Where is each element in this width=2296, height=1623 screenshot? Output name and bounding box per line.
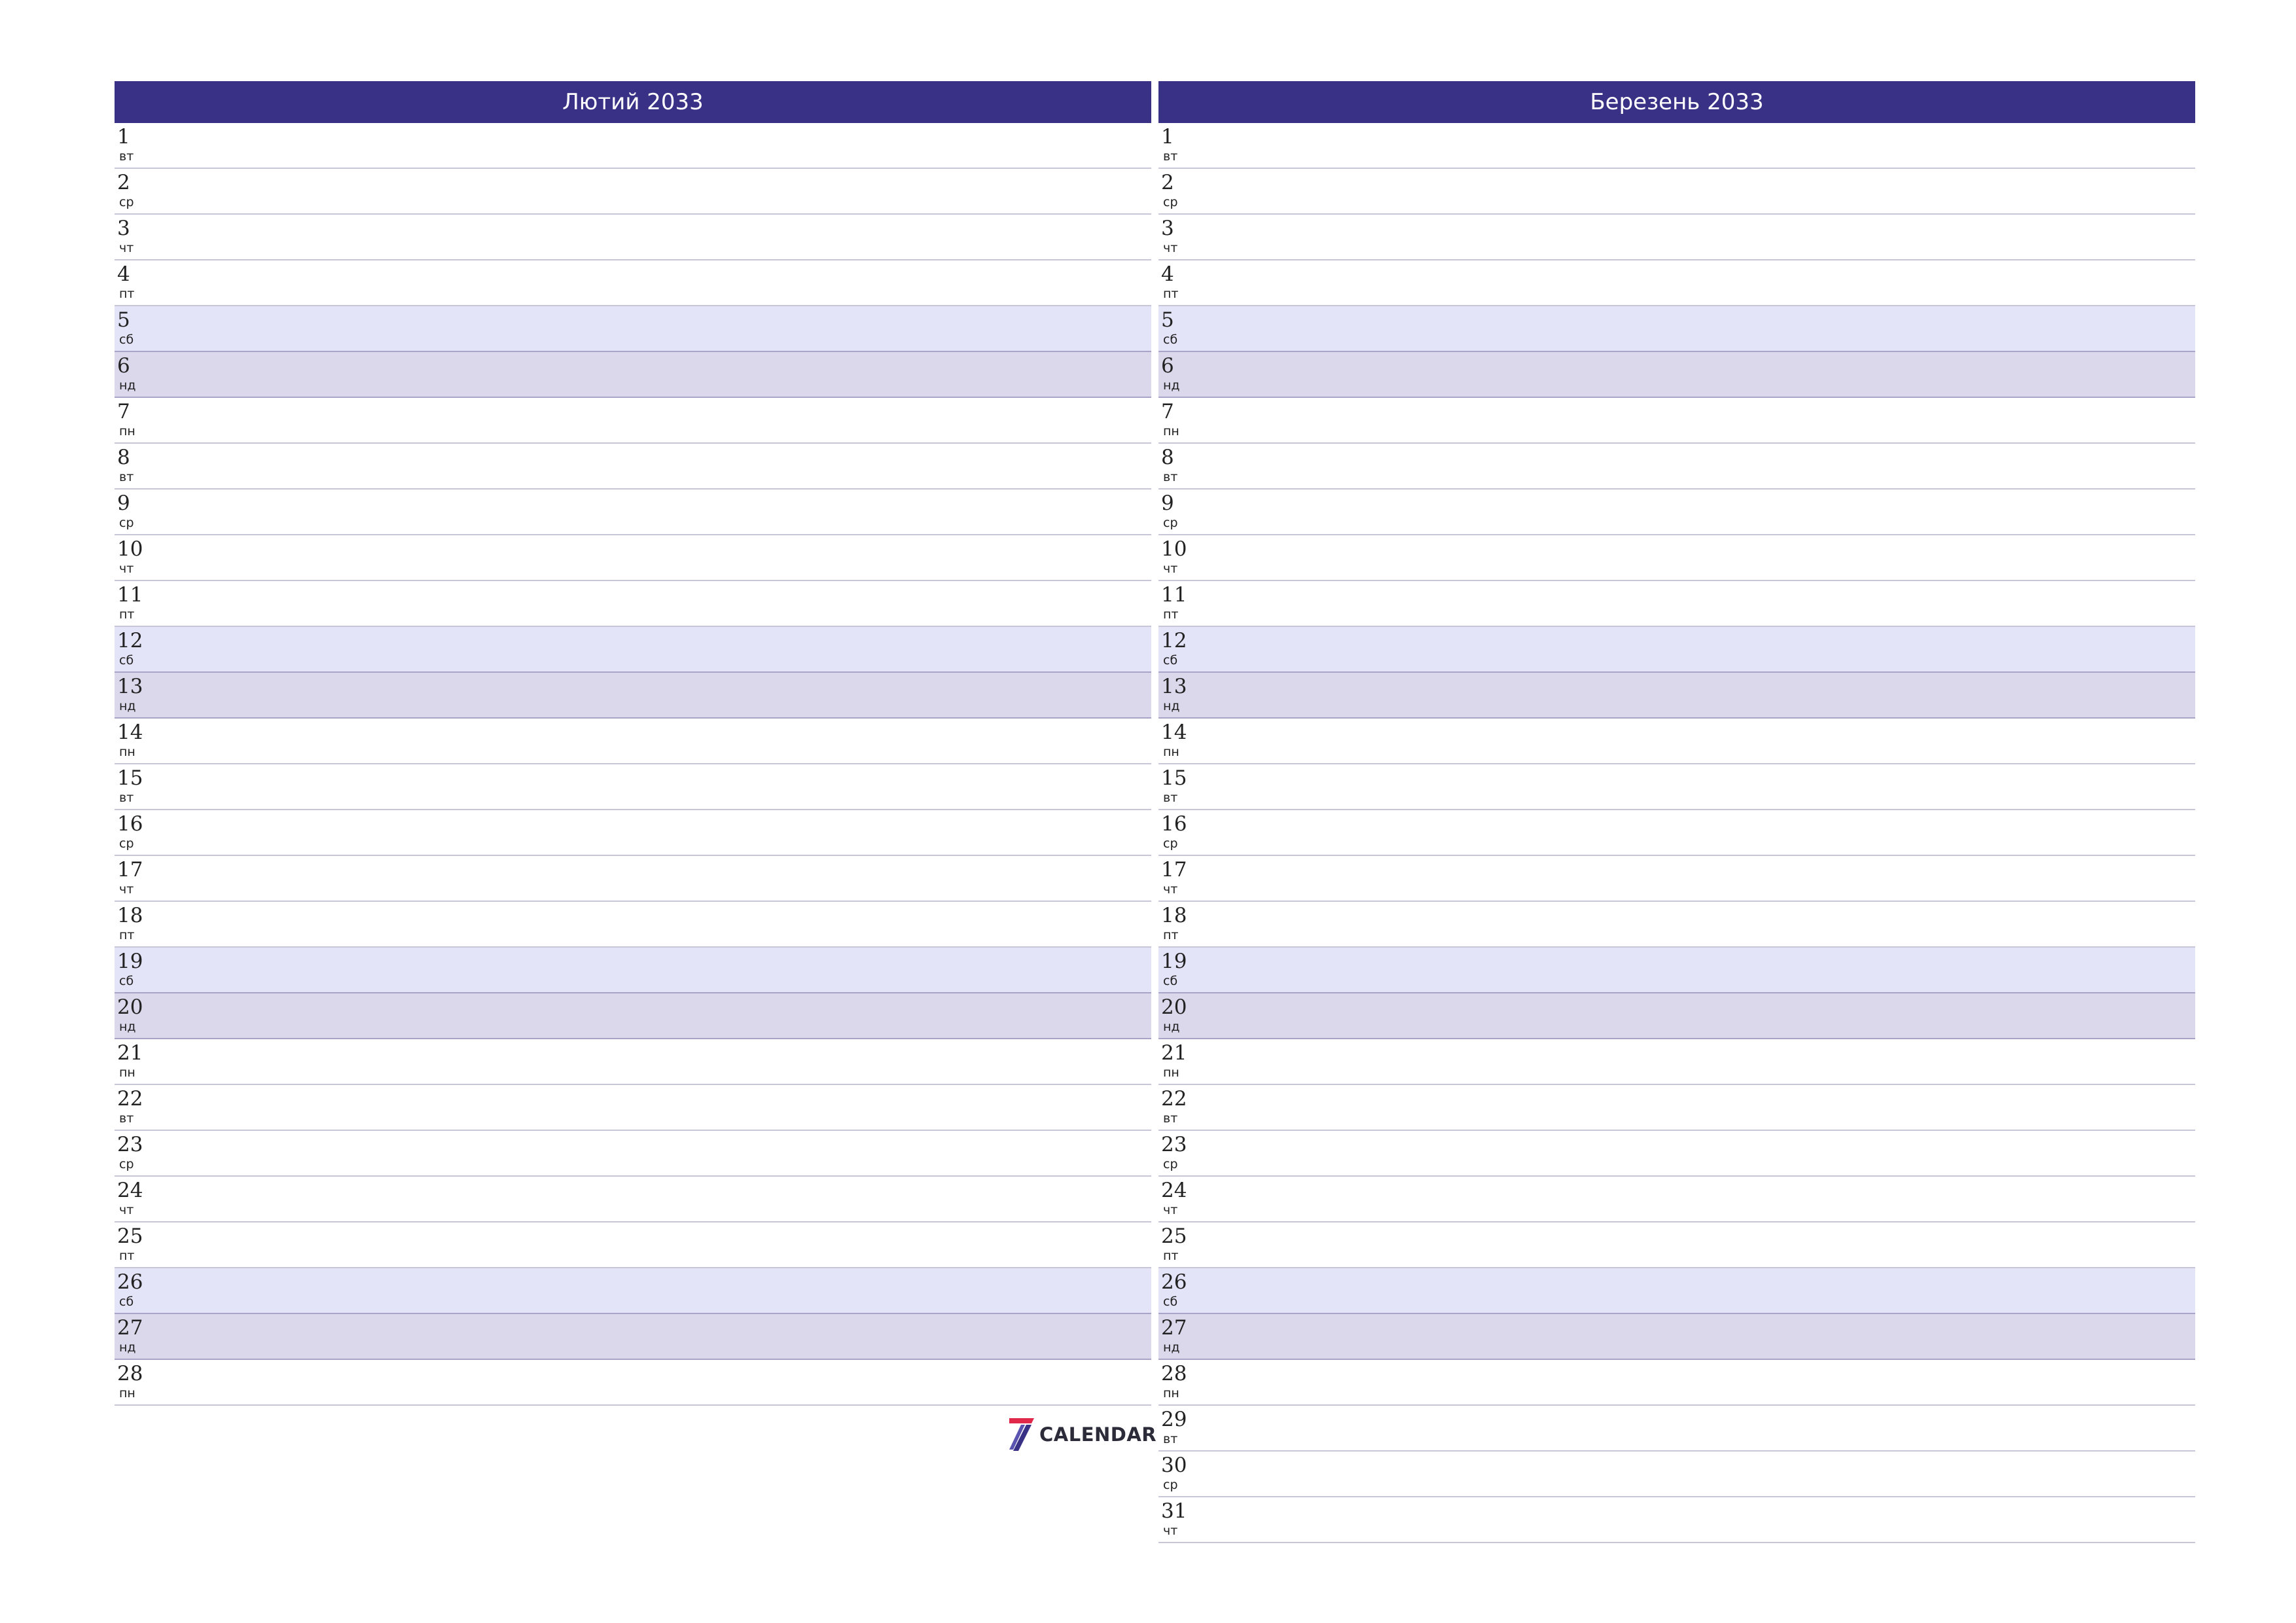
day-of-week: ср xyxy=(119,836,134,851)
day-row xyxy=(1158,352,2195,398)
day-row xyxy=(115,673,1151,719)
day-of-week: вт xyxy=(1163,149,1178,164)
day-number: 11 xyxy=(1161,583,1187,607)
day-number: 21 xyxy=(117,1041,143,1065)
day-of-week: чт xyxy=(1163,1203,1178,1217)
day-row xyxy=(1158,1360,2195,1406)
day-number: 23 xyxy=(1161,1133,1187,1156)
day-row xyxy=(115,306,1151,352)
day-of-week: вт xyxy=(119,1111,134,1126)
day-row xyxy=(115,627,1151,673)
day-row xyxy=(1158,1314,2195,1360)
day-row xyxy=(115,948,1151,993)
day-number: 29 xyxy=(1161,1408,1187,1431)
day-number: 7 xyxy=(117,400,130,423)
day-of-week: вт xyxy=(119,791,134,805)
day-row xyxy=(1158,1085,2195,1131)
day-of-week: пт xyxy=(119,1249,135,1263)
day-number: 15 xyxy=(117,766,143,790)
day-of-week: ср xyxy=(119,195,134,209)
day-number: 17 xyxy=(117,858,143,882)
day-number: 3 xyxy=(117,217,130,240)
day-of-week: чт xyxy=(119,562,134,576)
day-number: 10 xyxy=(1161,537,1187,561)
day-number: 22 xyxy=(1161,1087,1187,1111)
day-of-week: ср xyxy=(1163,516,1178,530)
day-of-week: сб xyxy=(119,1294,134,1309)
day-number: 2 xyxy=(117,171,130,194)
day-number: 31 xyxy=(1161,1499,1187,1523)
day-row xyxy=(115,169,1151,215)
day-row xyxy=(115,1360,1151,1406)
day-number: 25 xyxy=(117,1224,143,1248)
day-of-week: вт xyxy=(119,470,134,484)
day-of-week: нд xyxy=(1163,378,1180,393)
day-number: 19 xyxy=(1161,950,1187,973)
day-row xyxy=(1158,398,2195,444)
day-row xyxy=(1158,169,2195,215)
day-row xyxy=(115,444,1151,490)
day-number: 23 xyxy=(117,1133,143,1156)
day-number: 26 xyxy=(117,1270,143,1294)
day-of-week: чт xyxy=(1163,882,1178,897)
day-of-week: пт xyxy=(119,928,135,942)
logo-text: CALENDAR xyxy=(1039,1423,1157,1446)
day-of-week: чт xyxy=(1163,562,1178,576)
day-row xyxy=(1158,1452,2195,1497)
day-number: 8 xyxy=(1161,446,1174,469)
day-number: 28 xyxy=(1161,1362,1187,1385)
day-number: 21 xyxy=(1161,1041,1187,1065)
day-of-week: пн xyxy=(1163,745,1179,759)
day-of-week: пт xyxy=(1163,287,1179,301)
day-row xyxy=(1158,215,2195,260)
day-row xyxy=(115,260,1151,306)
day-row xyxy=(115,581,1151,627)
day-of-week: чт xyxy=(119,1203,134,1217)
day-number: 19 xyxy=(117,950,143,973)
day-of-week: пн xyxy=(1163,1386,1179,1400)
day-of-week: нд xyxy=(1163,699,1180,713)
day-number: 17 xyxy=(1161,858,1187,882)
day-row xyxy=(115,764,1151,810)
day-of-week: чт xyxy=(119,241,134,255)
day-of-week: пт xyxy=(1163,607,1179,622)
day-row xyxy=(115,490,1151,535)
day-of-week: пн xyxy=(119,1386,135,1400)
day-number: 14 xyxy=(1161,721,1187,744)
day-row xyxy=(115,1085,1151,1131)
day-of-week: нд xyxy=(119,378,136,393)
day-number: 6 xyxy=(1161,354,1174,378)
day-of-week: чт xyxy=(1163,1524,1178,1538)
day-of-week: пт xyxy=(1163,928,1179,942)
day-number: 24 xyxy=(1161,1179,1187,1202)
day-row xyxy=(1158,306,2195,352)
day-row xyxy=(1158,490,2195,535)
day-of-week: чт xyxy=(119,882,134,897)
day-of-week: пн xyxy=(119,424,135,438)
day-of-week: ср xyxy=(119,516,134,530)
day-of-week: пт xyxy=(119,287,135,301)
month-title: Лютий 2033 xyxy=(562,89,704,115)
brand-logo xyxy=(1005,1417,1157,1452)
day-number: 25 xyxy=(1161,1224,1187,1248)
day-of-week: сб xyxy=(119,974,134,988)
day-number: 10 xyxy=(117,537,143,561)
day-number: 9 xyxy=(1161,491,1174,515)
day-row xyxy=(1158,719,2195,764)
day-of-week: пн xyxy=(119,1065,135,1080)
day-number: 26 xyxy=(1161,1270,1187,1294)
day-row xyxy=(115,1314,1151,1360)
day-number: 16 xyxy=(1161,812,1187,836)
day-number: 8 xyxy=(117,446,130,469)
day-row xyxy=(1158,444,2195,490)
day-number: 4 xyxy=(1161,262,1174,286)
day-number: 12 xyxy=(1161,629,1187,652)
day-row xyxy=(1158,902,2195,948)
day-number: 20 xyxy=(1161,995,1187,1019)
day-of-week: сб xyxy=(1163,332,1178,347)
day-number: 30 xyxy=(1161,1454,1187,1477)
day-row xyxy=(1158,581,2195,627)
day-number: 1 xyxy=(1161,125,1174,149)
day-number: 13 xyxy=(1161,675,1187,698)
day-row xyxy=(115,1039,1151,1085)
day-of-week: сб xyxy=(1163,974,1178,988)
day-number: 14 xyxy=(117,721,143,744)
day-of-week: сб xyxy=(119,332,134,347)
day-number: 3 xyxy=(1161,217,1174,240)
month-title: Березень 2033 xyxy=(1590,89,1764,115)
day-of-week: сб xyxy=(1163,1294,1178,1309)
day-row xyxy=(115,1131,1151,1177)
day-row xyxy=(1158,810,2195,856)
day-row xyxy=(115,352,1151,398)
day-row xyxy=(1158,535,2195,581)
day-list xyxy=(1158,123,2195,1543)
day-number: 18 xyxy=(1161,904,1187,927)
day-row xyxy=(1158,1222,2195,1268)
day-row xyxy=(1158,1268,2195,1314)
day-number: 22 xyxy=(117,1087,143,1111)
day-number: 5 xyxy=(1161,308,1174,332)
day-row xyxy=(1158,1406,2195,1452)
day-row xyxy=(1158,260,2195,306)
day-number: 24 xyxy=(117,1179,143,1202)
day-number: 16 xyxy=(117,812,143,836)
day-row xyxy=(115,1222,1151,1268)
day-row xyxy=(1158,764,2195,810)
day-row xyxy=(1158,627,2195,673)
day-of-week: ср xyxy=(1163,1478,1178,1492)
day-number: 1 xyxy=(117,125,130,149)
day-row xyxy=(115,398,1151,444)
day-row xyxy=(1158,1497,2195,1543)
day-number: 15 xyxy=(1161,766,1187,790)
day-of-week: нд xyxy=(1163,1020,1180,1034)
day-row xyxy=(115,215,1151,260)
day-row xyxy=(1158,123,2195,169)
day-row xyxy=(115,993,1151,1039)
day-number: 9 xyxy=(117,491,130,515)
month-february xyxy=(115,81,1151,1406)
day-number: 4 xyxy=(117,262,130,286)
day-number: 27 xyxy=(1161,1316,1187,1340)
day-of-week: пт xyxy=(1163,1249,1179,1263)
day-of-week: вт xyxy=(1163,470,1178,484)
month-header xyxy=(115,81,1151,123)
day-of-week: вт xyxy=(1163,1111,1178,1126)
day-number: 2 xyxy=(1161,171,1174,194)
day-number: 5 xyxy=(117,308,130,332)
day-of-week: пн xyxy=(1163,424,1179,438)
day-of-week: ср xyxy=(1163,195,1178,209)
day-list xyxy=(115,123,1151,1406)
month-march xyxy=(1158,81,2195,1543)
day-of-week: пн xyxy=(1163,1065,1179,1080)
day-of-week: пн xyxy=(119,745,135,759)
day-of-week: ср xyxy=(119,1157,134,1171)
day-number: 6 xyxy=(117,354,130,378)
day-row xyxy=(115,1268,1151,1314)
day-of-week: ср xyxy=(1163,1157,1178,1171)
day-row xyxy=(115,123,1151,169)
day-row xyxy=(115,810,1151,856)
day-of-week: ср xyxy=(1163,836,1178,851)
day-number: 12 xyxy=(117,629,143,652)
day-number: 13 xyxy=(117,675,143,698)
day-number: 7 xyxy=(1161,400,1174,423)
day-row xyxy=(115,902,1151,948)
day-of-week: пт xyxy=(119,607,135,622)
day-row xyxy=(115,719,1151,764)
day-row xyxy=(1158,1039,2195,1085)
day-of-week: нд xyxy=(1163,1340,1180,1355)
day-of-week: нд xyxy=(119,1020,136,1034)
day-of-week: вт xyxy=(1163,1432,1178,1446)
day-of-week: вт xyxy=(119,149,134,164)
day-number: 28 xyxy=(117,1362,143,1385)
day-row xyxy=(115,1177,1151,1222)
day-row xyxy=(1158,856,2195,902)
day-number: 20 xyxy=(117,995,143,1019)
day-number: 27 xyxy=(117,1316,143,1340)
day-of-week: сб xyxy=(1163,653,1178,668)
day-of-week: сб xyxy=(119,653,134,668)
day-row xyxy=(1158,1131,2195,1177)
day-row xyxy=(1158,673,2195,719)
day-number: 18 xyxy=(117,904,143,927)
day-of-week: вт xyxy=(1163,791,1178,805)
month-header xyxy=(1158,81,2195,123)
day-of-week: нд xyxy=(119,699,136,713)
day-of-week: чт xyxy=(1163,241,1178,255)
day-row xyxy=(115,535,1151,581)
seven-calendar-logo-icon xyxy=(1005,1417,1035,1452)
day-row xyxy=(1158,948,2195,993)
day-row xyxy=(115,856,1151,902)
day-of-week: нд xyxy=(119,1340,136,1355)
day-row xyxy=(1158,1177,2195,1222)
day-number: 11 xyxy=(117,583,143,607)
day-row xyxy=(1158,993,2195,1039)
